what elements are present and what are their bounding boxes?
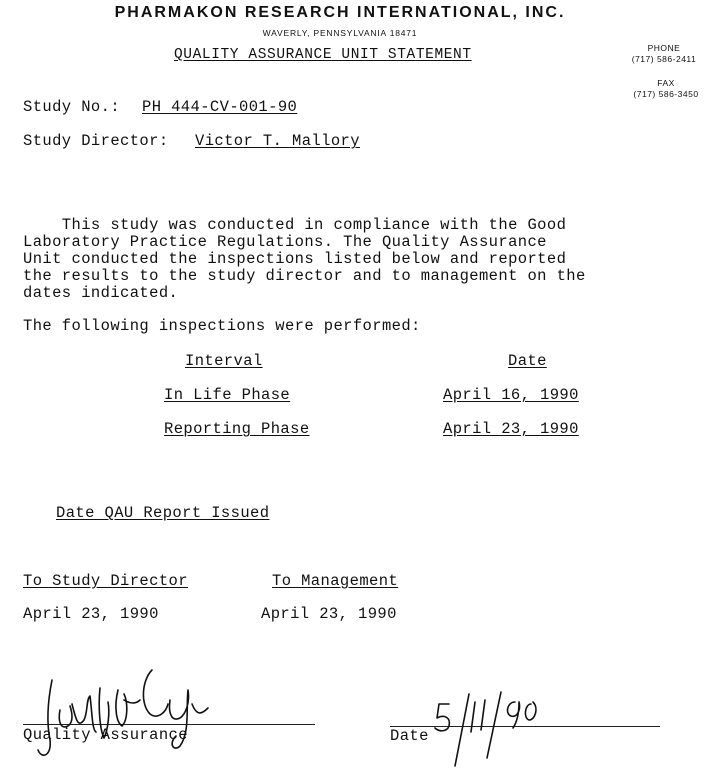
quality-assurance-label: Quality Assurance	[23, 726, 188, 744]
statement-line: Laboratory Practice Regulations. The Quality Assurance	[23, 233, 547, 251]
report-issued-heading: Date QAU Report Issued	[56, 504, 270, 522]
study-director-value: Victor T. Mallory	[195, 132, 360, 150]
to-management-date: April 23, 1990	[261, 605, 397, 623]
study-number-label: Study No.:	[23, 98, 121, 116]
fax-number: (717) 586-3450	[633, 89, 699, 99]
inspection-date: April 23, 1990	[443, 420, 579, 438]
inspection-interval: Reporting Phase	[164, 420, 310, 438]
statement-line: dates indicated.	[23, 284, 179, 302]
study-director-label: Study Director:	[23, 132, 169, 150]
column-header-interval: Interval	[185, 352, 263, 370]
date-label: Date	[390, 727, 429, 745]
column-header-date: Date	[508, 352, 547, 370]
to-study-director-date: April 23, 1990	[23, 605, 159, 623]
inspection-date: April 16, 1990	[443, 386, 579, 404]
inspections-intro: The following inspections were performed:	[23, 317, 421, 335]
document-title: QUALITY ASSURANCE UNIT STATEMENT	[174, 47, 472, 63]
statement-line: This study was conducted in compliance with the Good	[23, 216, 567, 234]
handwritten-signature	[30, 660, 230, 770]
company-address: WAVERLY, PENNSYLVANIA 18471	[262, 28, 418, 38]
compliance-statement	[23, 200, 586, 319]
handwritten-date	[435, 688, 545, 774]
statement-line: Unit conducted the inspections listed below and reported	[23, 250, 567, 268]
inspection-interval: In Life Phase	[164, 386, 291, 404]
phone-number: (717) 586-2411	[631, 54, 697, 64]
company-name: PHARMAKON RESEARCH INTERNATIONAL, INC.	[114, 4, 566, 21]
to-study-director-label: To Study Director	[23, 572, 188, 590]
to-management-label: To Management	[272, 572, 399, 590]
fax-label: FAX	[657, 78, 675, 88]
study-number-value: PH 444-CV-001-90	[142, 98, 298, 116]
phone-label: PHONE	[647, 43, 681, 53]
statement-line: the results to the study director and to management on the	[23, 267, 586, 285]
